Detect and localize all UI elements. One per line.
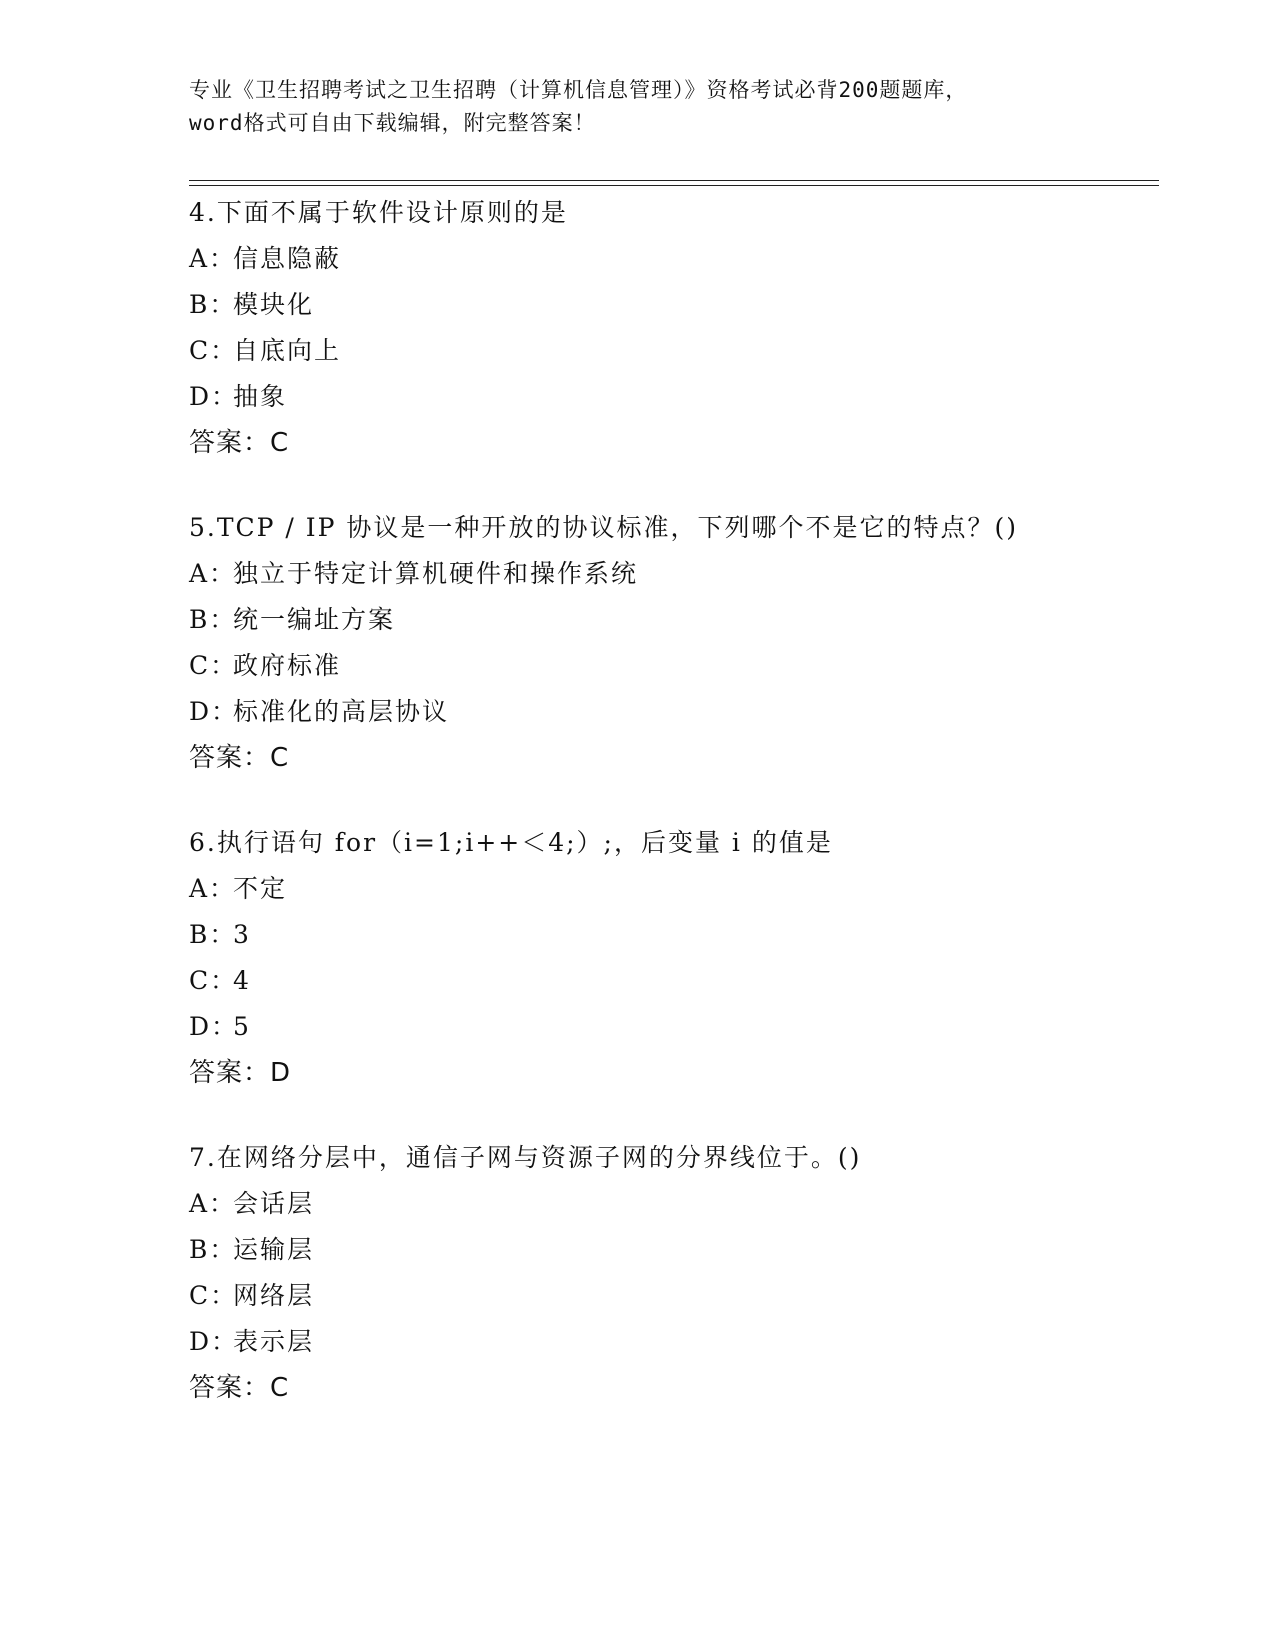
header-line-2: word格式可自由下载编辑，附完整答案！ xyxy=(189,111,596,135)
answer-line: 答案：C xyxy=(189,1373,290,1403)
option-a xyxy=(189,866,1149,912)
option-text: 表示层 xyxy=(233,1327,315,1356)
option-text: 政府标准 xyxy=(233,651,342,680)
question-block xyxy=(189,1135,1149,1411)
question-block xyxy=(189,820,1149,1096)
option-label: B： xyxy=(189,920,237,949)
option-label: D： xyxy=(189,1327,239,1356)
option-text: 4 xyxy=(233,966,251,995)
question-stem: 6.执行语句 for（i=1;i++＜4;）;，后变量 i 的值是 xyxy=(189,828,833,857)
option-label: C： xyxy=(189,1281,238,1310)
option-label: D： xyxy=(189,697,239,726)
option-text: 5 xyxy=(233,1012,251,1041)
option-c xyxy=(189,328,1149,374)
option-c xyxy=(189,1273,1149,1319)
option-b xyxy=(189,282,1149,328)
option-text: 抽象 xyxy=(233,382,288,411)
option-text: 模块化 xyxy=(233,290,315,319)
option-text: 统一编址方案 xyxy=(233,605,396,634)
answer-line: 答案：C xyxy=(189,428,290,458)
option-a xyxy=(189,551,1149,597)
option-label: B： xyxy=(189,290,237,319)
option-c xyxy=(189,643,1149,689)
question-block xyxy=(189,190,1149,466)
option-b xyxy=(189,597,1149,643)
header-divider-bottom xyxy=(189,185,1159,186)
option-text: 自底向上 xyxy=(233,336,342,365)
option-label: C： xyxy=(189,966,238,995)
option-d xyxy=(189,374,1149,420)
answer-line: 答案：C xyxy=(189,743,290,773)
option-text: 运输层 xyxy=(233,1235,315,1264)
option-b xyxy=(189,1227,1149,1273)
option-text: 信息隐蔽 xyxy=(233,244,342,273)
option-label: A： xyxy=(189,1189,237,1218)
option-label: B： xyxy=(189,605,237,634)
option-label: A： xyxy=(189,559,237,588)
option-text: 不定 xyxy=(233,874,288,903)
option-d xyxy=(189,1319,1149,1365)
option-d xyxy=(189,1004,1149,1050)
option-label: D： xyxy=(189,382,239,411)
answer-line: 答案：D xyxy=(189,1058,292,1088)
option-b xyxy=(189,912,1149,958)
option-label: A： xyxy=(189,874,237,903)
option-label: C： xyxy=(189,336,238,365)
option-a xyxy=(189,236,1149,282)
option-text: 网络层 xyxy=(233,1281,315,1310)
option-d xyxy=(189,689,1149,735)
option-text: 标准化的高层协议 xyxy=(233,697,450,726)
option-text: 3 xyxy=(233,920,251,949)
option-text: 独立于特定计算机硬件和操作系统 xyxy=(233,559,639,588)
option-label: A： xyxy=(189,244,237,273)
question-stem: 5.TCP / IP 协议是一种开放的协议标准，下列哪个不是它的特点？() xyxy=(189,513,1018,542)
option-a xyxy=(189,1181,1149,1227)
question-stem: 4.下面不属于软件设计原则的是 xyxy=(189,198,568,227)
option-c xyxy=(189,958,1149,1004)
header-line-1: 专业《卫生招聘考试之卫生招聘（计算机信息管理）》资格考试必背200题题库， xyxy=(189,78,968,102)
option-label: D： xyxy=(189,1012,239,1041)
question-block xyxy=(189,505,1149,781)
question-stem: 7.在网络分层中，通信子网与资源子网的分界线位于。() xyxy=(189,1143,862,1172)
option-text: 会话层 xyxy=(233,1189,315,1218)
header-divider-top xyxy=(189,180,1159,181)
document-header xyxy=(189,74,1089,140)
option-label: C： xyxy=(189,651,238,680)
option-label: B： xyxy=(189,1235,237,1264)
